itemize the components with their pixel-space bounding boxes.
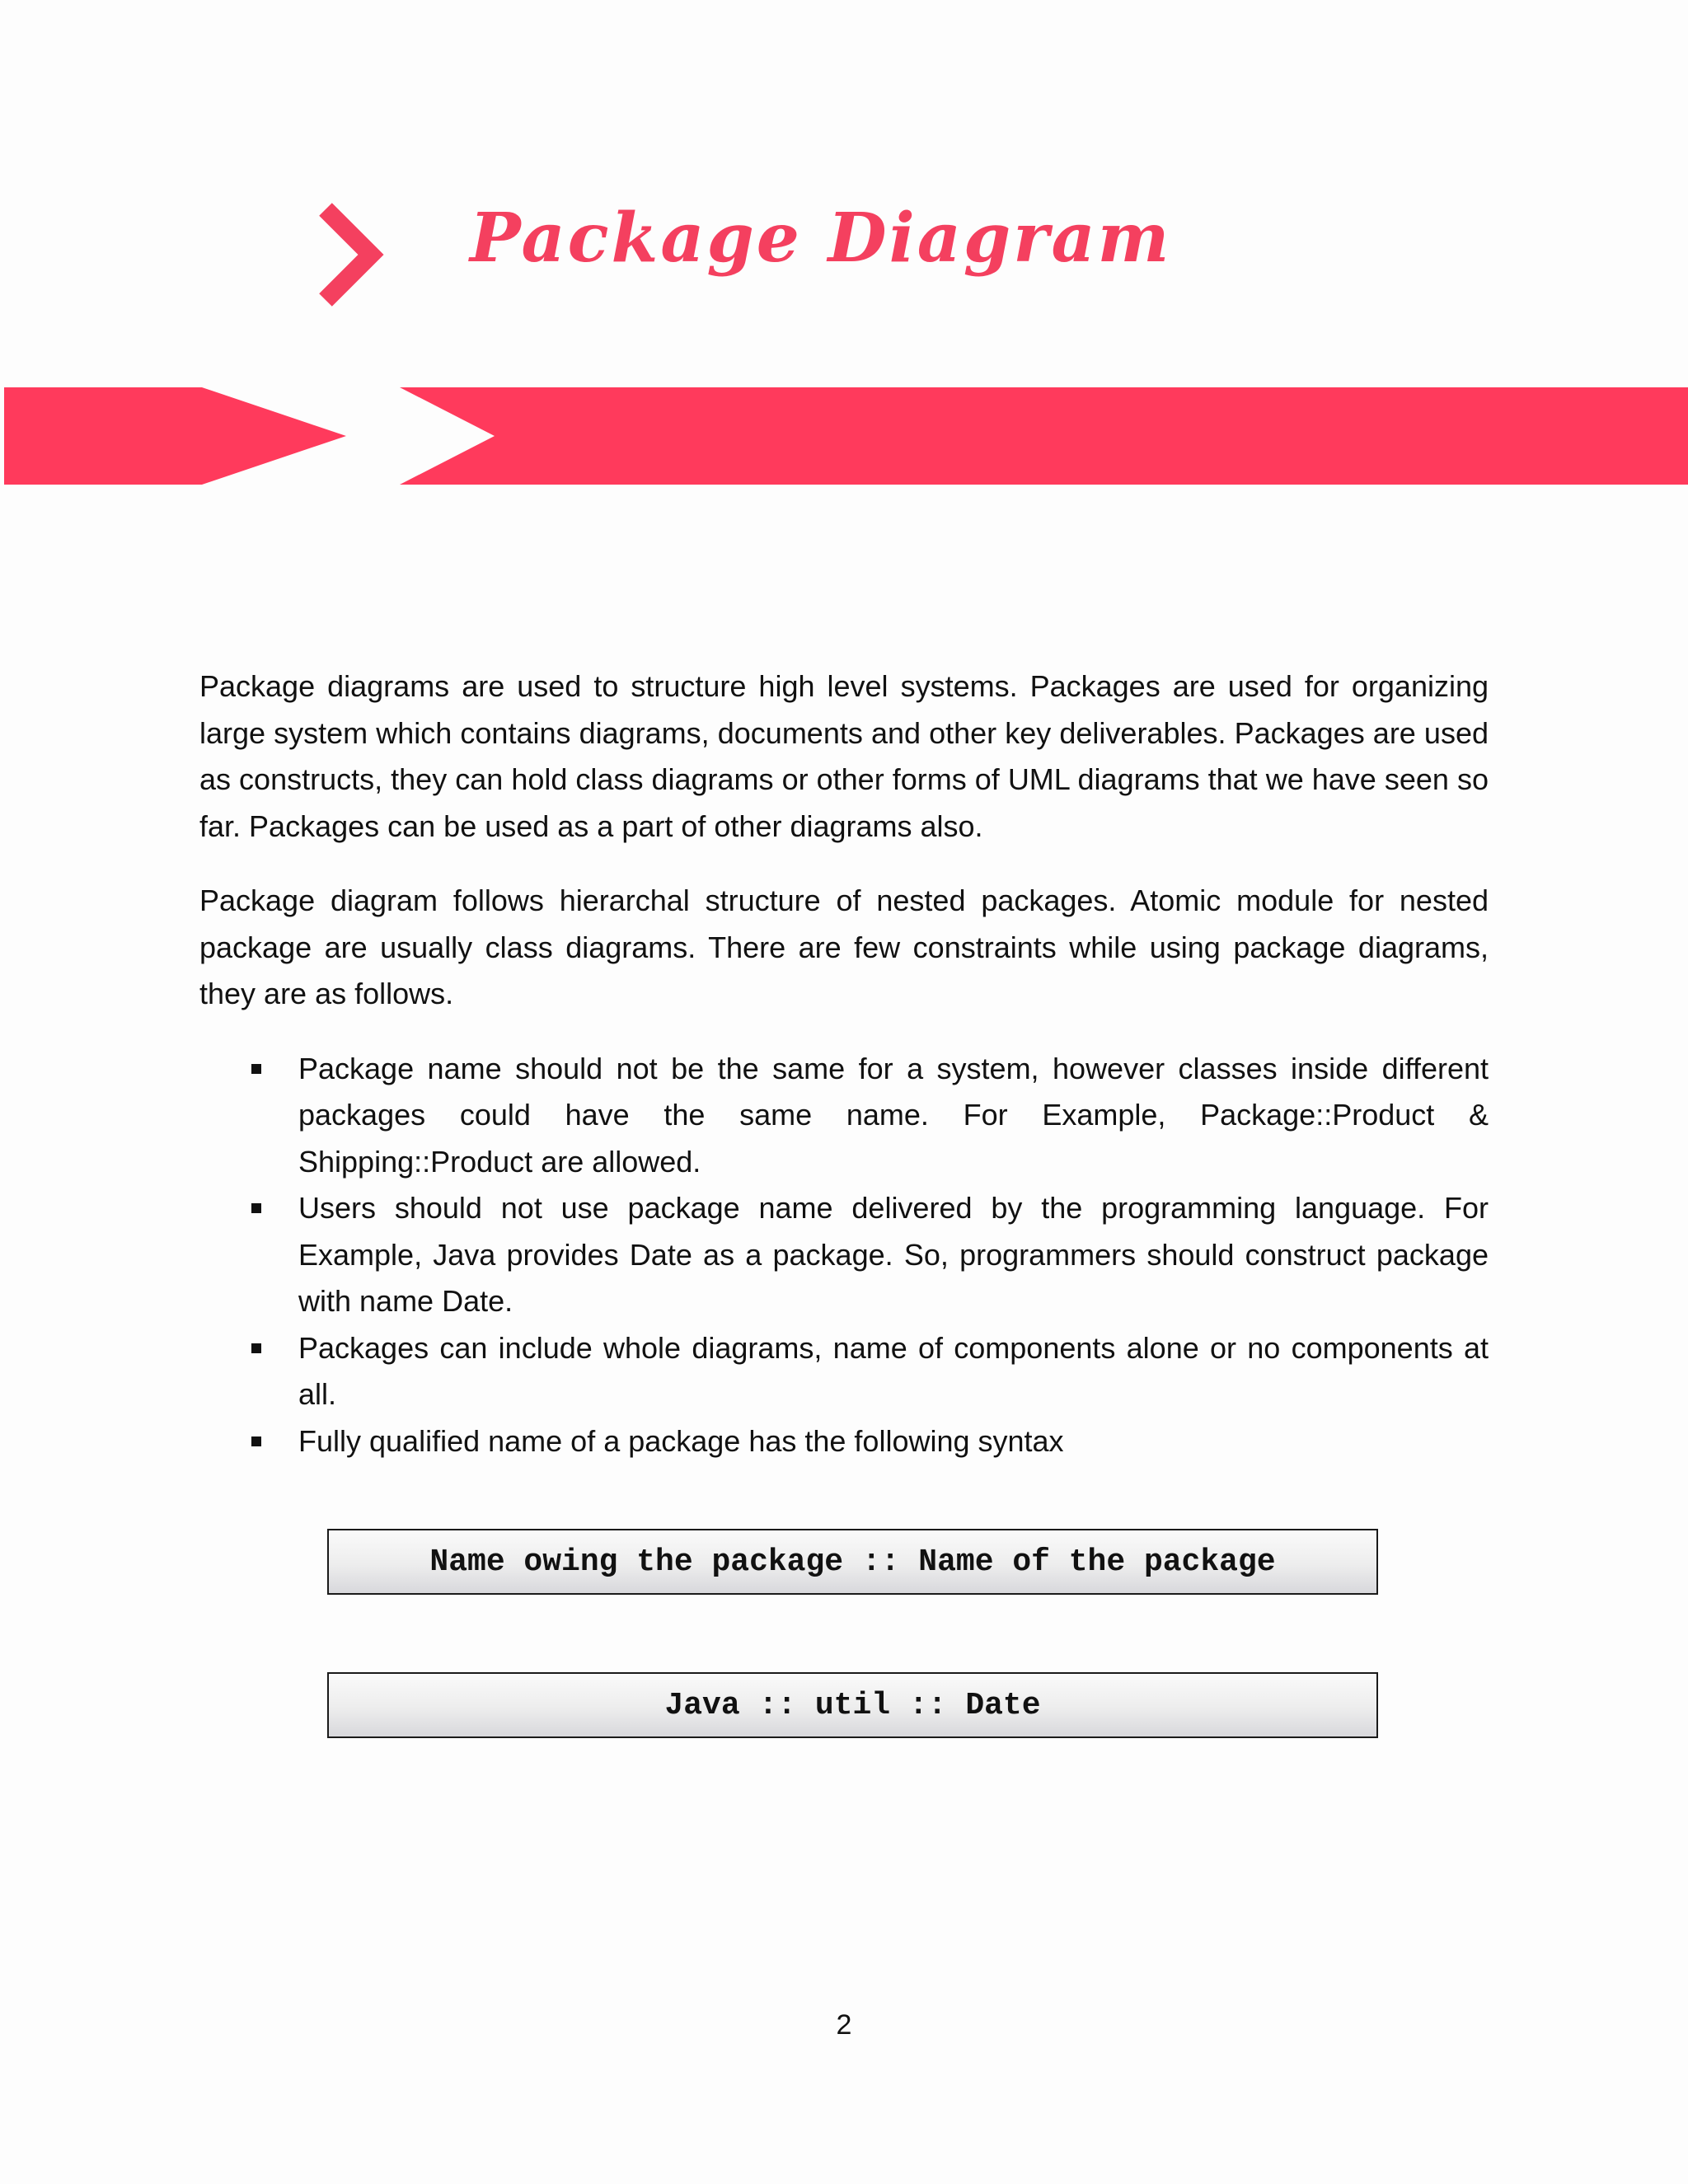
- constraints-list: [199, 1046, 1489, 1465]
- list-item: Users should not use package name delivered by the programming language. For Example, Java provides Date as a package. So, programmers should construct package with name Date.: [199, 1185, 1489, 1325]
- list-item: Package name should not be the same for a system, however classes inside different packages could have the same name. For Example, Package::Product & Shipping::Product are allowed.: [199, 1046, 1489, 1186]
- list-item: Fully qualified name of a package has the following syntax: [199, 1418, 1489, 1465]
- page-number: 2: [836, 2009, 852, 2041]
- body-content: [199, 663, 1489, 1465]
- syntax-code-box: Name owing the package :: Name of the package: [327, 1529, 1378, 1595]
- chevron-right-icon: [313, 201, 387, 308]
- paragraph-hierarchy: Package diagram follows hierarchal structure of nested packages. Atomic module for nested package are usually class diagrams. There are few constraints while using package diagrams, they are as follows.: [199, 883, 1489, 1010]
- paragraph-intro: Package diagrams are used to structure high level systems. Packages are used for organizing large system which contains diagrams, documents and other key deliverables. Packages are used as constructs, they can hold class diagrams or other forms of UML diagrams that we have seen so far. Packages can be used as a part of other diagrams also.: [199, 669, 1489, 843]
- page-title: Package Diagram: [470, 199, 1172, 278]
- double-arrow-banner-icon: [0, 383, 1688, 489]
- example-code-box: Java :: util :: Date: [327, 1672, 1378, 1738]
- list-item: Packages can include whole diagrams, name of components alone or no components at all.: [199, 1325, 1489, 1418]
